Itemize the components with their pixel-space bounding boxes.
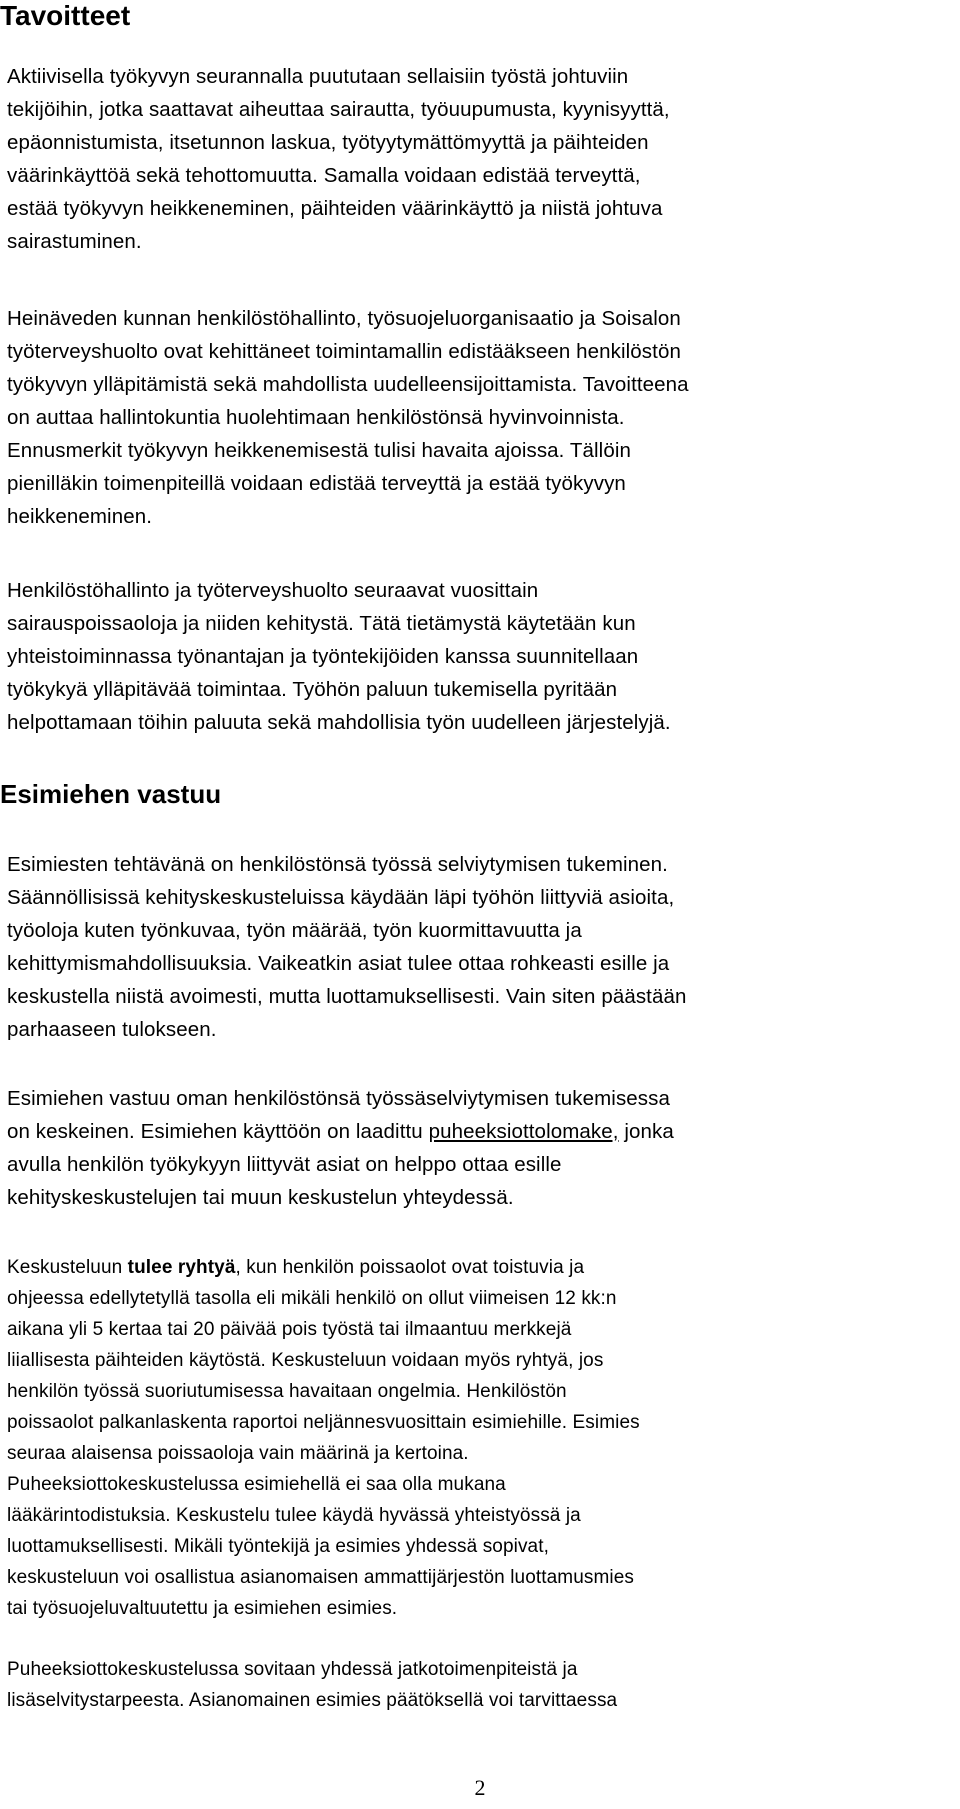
text-line: Heinäveden kunnan henkilöstöhallinto, työsuojeluorganisaatio ja Soisalon <box>7 307 681 330</box>
text-line: sairauspoissaoloja ja niiden kehitystä. Tätä tietämystä käytetään kun <box>7 612 636 635</box>
text-line: Aktiivisella työkyvyn seurannalla puututaan sellaisiin työstä johtuviin <box>7 65 629 88</box>
paragraph-goals-1 <box>7 60 957 258</box>
section-heading-goals: Tavoitteet <box>0 0 131 31</box>
section-heading-supervisor: Esimiehen vastuu <box>0 779 222 809</box>
text-line: keskusteluun voi osallistua asianomaisen ammattijärjestön luottamusmies <box>7 1567 635 1588</box>
text-line: ohjeessa edellytetyllä tasolla eli mikäli henkilö on ollut viimeisen 12 kk:n <box>7 1288 617 1309</box>
text-line: lisäselvitystarpeesta. Asianomainen esimies päätöksellä voi tarvittaessa <box>7 1690 618 1711</box>
text-line: Puheeksiottokeskustelussa esimiehellä ei saa olla mukana <box>7 1474 506 1495</box>
text-line: avulla henkilön työkykyyn liittyvät asiat on helppo ottaa esille <box>7 1153 562 1176</box>
text-line: sairastuminen. <box>7 230 142 253</box>
text-segment: jonka <box>618 1120 674 1143</box>
paragraph-goals-2 <box>7 302 957 533</box>
text-line: tai työsuojeluvaltuutettu ja esimiehen esimies. <box>7 1598 398 1619</box>
text-line: kehittymismahdollisuuksia. Vaikeatkin asiat tulee ottaa rohkeasti esille ja <box>7 952 670 975</box>
text-line: lääkärintodistuksia. Keskustelu tulee käydä hyvässä yhteistyössä ja <box>7 1505 581 1526</box>
text-line: Ennusmerkit työkyvyn heikkenemisestä tulisi havaita ajoissa. Tällöin <box>7 439 631 462</box>
paragraph-supervisor-4 <box>7 1654 957 1716</box>
text-line: parhaaseen tulokseen. <box>7 1018 217 1041</box>
text-line: Puheeksiottokeskustelussa sovitaan yhdessä jatkotoimenpiteistä ja <box>7 1659 578 1680</box>
text-segment: Keskusteluun <box>7 1257 128 1278</box>
text-line: poissaolot palkanlaskenta raportoi neljännesvuosittain esimiehille. Esimies <box>7 1412 640 1433</box>
text-line: epäonnistumista, itsetunnon laskua, työtyytymättömyyttä ja päihteiden <box>7 131 649 154</box>
paragraph-supervisor-1 <box>7 848 957 1046</box>
page-number: 2 <box>474 1775 486 1800</box>
text-line: Säännöllisissä kehityskeskusteluissa käydään läpi työhön liittyviä asioita, <box>7 886 675 909</box>
text-line <box>7 1252 957 1283</box>
text-segment: on keskeinen. Esimiehen käyttöön on laadittu <box>7 1120 429 1143</box>
text-line <box>7 1115 957 1148</box>
text-line: Henkilöstöhallinto ja työterveyshuolto seuraavat vuosittain <box>7 579 539 602</box>
emphasis-text: tulee ryhtyä <box>127 1257 236 1278</box>
text-line: estää työkyvyn heikkeneminen, päihteiden väärinkäyttö ja niistä johtuva <box>7 197 663 220</box>
text-line: pienilläkin toimenpiteillä voidaan edistää terveyttä ja estää työkyvyn <box>7 472 626 495</box>
puheeksiottolomake-link[interactable]: puheeksiottolomake, <box>428 1120 619 1143</box>
text-line: heikkeneminen. <box>7 505 152 528</box>
paragraph-supervisor-2 <box>7 1082 957 1214</box>
text-line: aikana yli 5 kertaa tai 20 päivää pois työstä tai ilmaantuu merkkejä <box>7 1319 572 1340</box>
text-line: seuraa alaisensa poissaoloja vain määrinä ja kertoina. <box>7 1443 469 1464</box>
text-line: liiallisesta päihteiden käytöstä. Keskusteluun voidaan myös ryhtyä, jos <box>7 1350 604 1371</box>
text-line: henkilön työssä suoriutumisessa havaitaan ongelmia. Henkilöstön <box>7 1381 567 1402</box>
text-line: kehityskeskustelujen tai muun keskustelun yhteydessä. <box>7 1186 514 1209</box>
paragraph-goals-3 <box>7 574 957 739</box>
text-line: yhteistoiminnassa työnantajan ja työntekijöiden kanssa suunnitellaan <box>7 645 639 668</box>
paragraph-supervisor-3 <box>7 1252 957 1624</box>
text-segment: , kun henkilön poissaolot ovat toistuvia ja <box>235 1257 585 1278</box>
text-line: työterveyshuolto ovat kehittäneet toimintamallin edistääkseen henkilöstön <box>7 340 681 363</box>
text-line: keskustella niistä avoimesti, mutta luottamuksellisesti. Vain siten päästään <box>7 985 687 1008</box>
text-line: Esimiesten tehtävänä on henkilöstönsä työssä selviytymisen tukeminen. <box>7 853 668 876</box>
text-line: Esimiehen vastuu oman henkilöstönsä työssäselviytymisen tukemisessa <box>7 1087 670 1110</box>
text-line: väärinkäyttöä sekä tehottomuutta. Samalla voidaan edistää terveyttä, <box>7 164 641 187</box>
text-line: tekijöihin, jotka saattavat aiheuttaa sairautta, työuupumusta, kyynisyyttä, <box>7 98 670 121</box>
text-line: työoloja kuten työnkuvaa, työn määrää, työn kuormittavuutta ja <box>7 919 582 942</box>
text-line: luottamuksellisesti. Mikäli työntekijä ja esimies yhdessä sopivat, <box>7 1536 549 1557</box>
text-line: helpottamaan töihin paluuta sekä mahdollisia työn uudelleen järjestelyjä. <box>7 711 671 734</box>
text-line: on auttaa hallintokuntia huolehtimaan henkilöstönsä hyvinvoinnista. <box>7 406 625 429</box>
text-line: työkyvyn ylläpitämistä sekä mahdollista uudelleensijoittamista. Tavoitteena <box>7 373 689 396</box>
text-line: työkykyä ylläpitävää toimintaa. Työhön paluun tukemisella pyritään <box>7 678 618 701</box>
